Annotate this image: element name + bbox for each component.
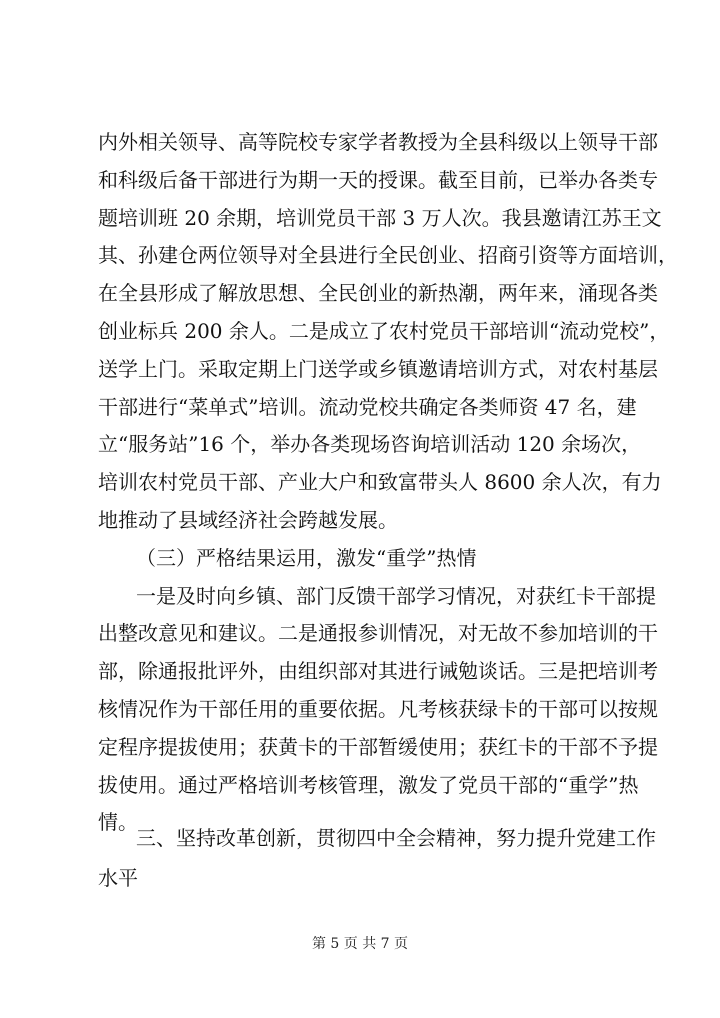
- body-line: 立“服务站”16 个，举办各类现场咨询培训活动 120 余场次，: [98, 432, 642, 457]
- body-line: 其、孙建仓两位领导对全县进行全民创业、招商引资等方面培训，: [98, 243, 678, 268]
- body-line: 地推动了县域经济社会跨越发展。: [98, 508, 398, 532]
- body-line: 情。: [98, 810, 138, 835]
- section-heading: （三）严格结果运用，激发“重学”热情: [136, 545, 477, 570]
- body-line: 题培训班 20 余期，培训党员干部 3 万人次。我县邀请江苏王文: [98, 205, 662, 230]
- body-line: 内外相关领导、高等院校专家学者教授为全县科级以上领导干部: [98, 130, 658, 154]
- body-line: 培训农村党员干部、产业大户和致富带头人 8600 余人次，有力: [98, 470, 662, 495]
- body-line: 核情况作为干部任用的重要依据。凡考核获绿卡的干部可以按规: [98, 697, 658, 721]
- body-line: 一是及时向乡镇、部门反馈干部学习情况，对获红卡干部提: [136, 583, 656, 608]
- body-line: 送学上门。采取定期上门送学或乡镇邀请培训方式，对农村基层: [98, 356, 658, 381]
- body-line: 出整改意见和建议。二是通报参训情况，对无故不参加培训的干: [98, 621, 658, 646]
- section-heading-visible: 三、坚持改革创新，贯彻四中全会精神，努力提升党建工作: [136, 826, 656, 850]
- body-line: 拔使用。通过严格培训考核管理，激发了党员干部的“重学”热: [98, 772, 639, 797]
- body-line: 干部进行“菜单式”培训。流动党校共确定各类师资 47 名，建: [98, 394, 637, 419]
- body-line: 在全县形成了解放思想、全民创业的新热潮，两年来，涌现各类: [98, 281, 658, 306]
- body-line: 部，除通报批评外，由组织部对其进行诫勉谈话。三是把培训考: [98, 659, 658, 684]
- body-line: 定程序提拔使用；获黄卡的干部暂缓使用；获红卡的干部不予提: [98, 734, 658, 759]
- body-line: 创业标兵 200 余人。二是成立了农村党员干部培训“流动党校”，: [98, 319, 670, 343]
- body-line: 和科级后备干部进行为期一天的授课。截至目前，已举办各类专: [98, 167, 658, 192]
- body-line: 水平: [98, 866, 138, 890]
- page-footer: 第 5 页 共 7 页: [311, 936, 409, 952]
